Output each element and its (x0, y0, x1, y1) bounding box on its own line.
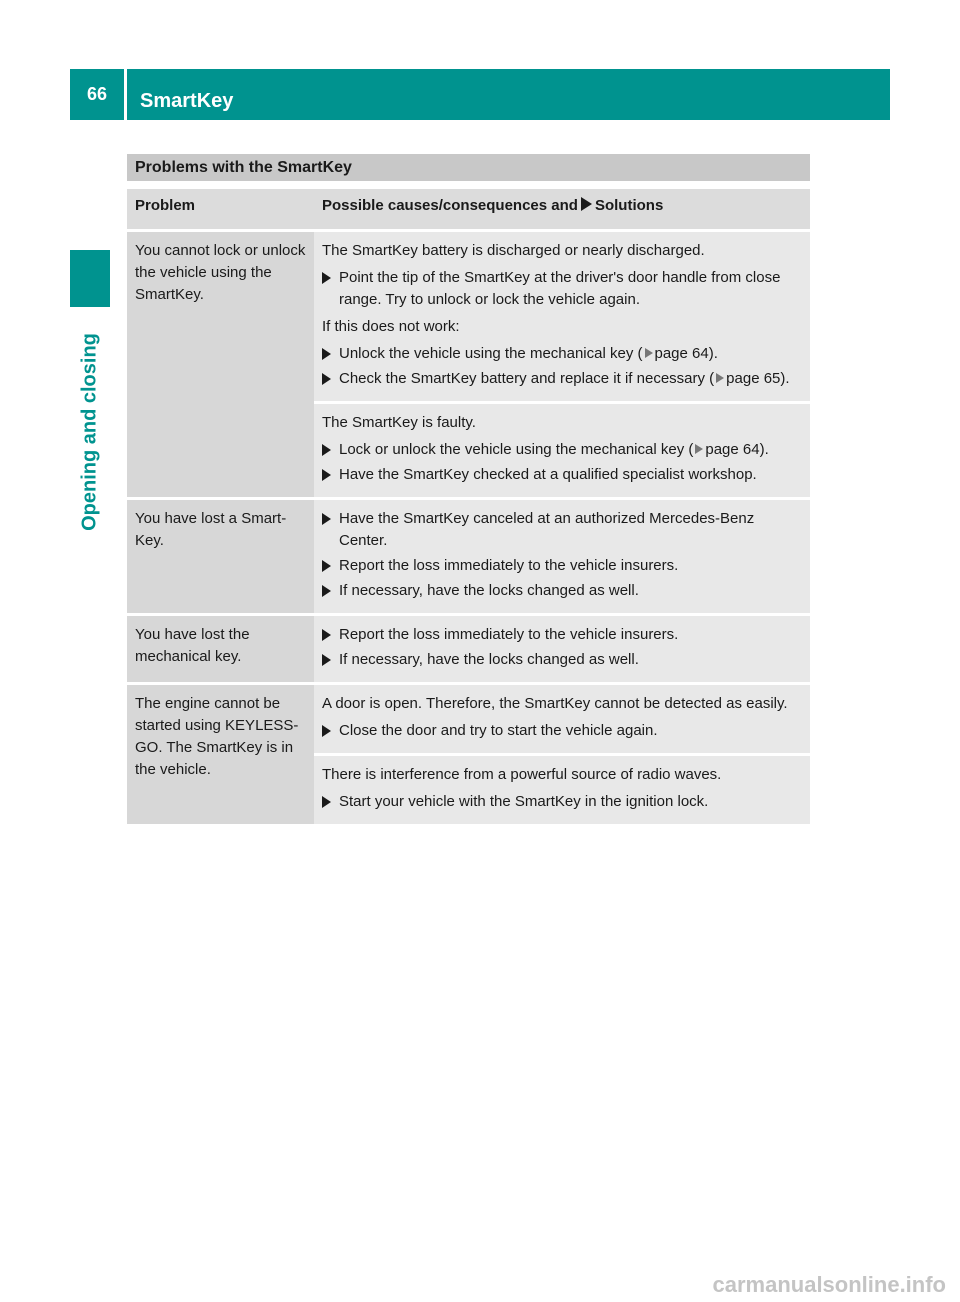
page-ref-icon (695, 444, 703, 454)
header-title: SmartKey (140, 90, 234, 112)
solution-cell (314, 616, 810, 682)
watermark: carmanualsonline.info (712, 1272, 946, 1297)
problem-cell: The engine cannot be started using KEYLESS-GO. The SmartKey is in the vehicle. (127, 685, 314, 824)
problem-cell: You cannot lock or unlock the vehicle using the SmartKey. (127, 232, 314, 497)
step-text: Close the door and try to start the vehicle again. (339, 722, 658, 739)
page-number: 66 (86, 84, 108, 104)
table-header-row (127, 189, 810, 229)
step-text: If necessary, have the locks changed as well. (339, 582, 639, 599)
side-tab (70, 312, 110, 552)
action-arrow-icon (322, 585, 331, 597)
side-tab-block (70, 250, 110, 307)
solution-step (322, 649, 802, 671)
solution-cell (314, 401, 810, 497)
cause-text: The SmartKey is faulty. (322, 414, 476, 431)
section-title: Problems with the SmartKey (127, 154, 810, 181)
action-arrow-icon (322, 513, 331, 525)
cause-text: The SmartKey battery is discharged or nearly discharged. (322, 242, 705, 259)
action-arrow-icon (581, 197, 592, 211)
table-row (127, 685, 810, 753)
solution-cell (314, 500, 810, 613)
solution-step (322, 555, 802, 577)
step-text: Unlock the vehicle using the mechanical key ( (339, 345, 643, 362)
step-text: Lock or unlock the vehicle using the mechanical key ( (339, 441, 694, 458)
step-text: Check the SmartKey battery and replace it if necessary ( (339, 370, 715, 387)
step-text: Report the loss immediately to the vehicle insurers. (339, 557, 679, 574)
action-arrow-icon (322, 796, 331, 808)
column-header-solutions (314, 189, 810, 229)
solution-step (322, 508, 802, 552)
table-row (127, 500, 810, 613)
action-arrow-icon (322, 444, 331, 456)
problem-cell: You have lost the mechanical key. (127, 616, 314, 682)
solution-step (322, 624, 802, 646)
page-ref-link[interactable]: page 64). (654, 345, 718, 362)
solution-step (322, 343, 802, 365)
page-ref-icon (716, 373, 724, 383)
action-arrow-icon (322, 725, 331, 737)
solution-step (322, 720, 802, 742)
troubleshooting-table (127, 189, 810, 824)
note-text: If this does not work: (322, 318, 460, 335)
solution-cell (314, 232, 810, 401)
table-row (127, 232, 810, 401)
header-divider (124, 69, 127, 120)
step-text: Start your vehicle with the SmartKey in the ignition lock. (339, 793, 709, 810)
action-arrow-icon (322, 469, 331, 481)
action-arrow-icon (322, 348, 331, 360)
action-arrow-icon (322, 373, 331, 385)
table-row (127, 616, 810, 682)
column-header-solutions-post: Solutions (594, 197, 664, 214)
solution-step (322, 464, 802, 486)
step-text: Report the loss immediately to the vehicle insurers. (339, 626, 679, 643)
action-arrow-icon (322, 560, 331, 572)
step-text: Have the SmartKey checked at a qualified specialist workshop. (339, 466, 757, 483)
solution-step (322, 439, 802, 461)
action-arrow-icon (322, 654, 331, 666)
step-text: If necessary, have the locks changed as well. (339, 651, 639, 668)
action-arrow-icon (322, 629, 331, 641)
column-header-solutions-pre: Possible causes/consequences and (322, 197, 578, 214)
solution-step (322, 267, 802, 311)
solution-step (322, 791, 802, 813)
step-text: Have the SmartKey canceled at an authorized Mercedes-Benz Center. (339, 510, 755, 549)
column-header-problem: Problem (127, 189, 314, 229)
solution-cell (314, 753, 810, 824)
step-text: Point the tip of the SmartKey at the driver's door handle from close range. Try to unlock or lock the vehicle again. (339, 269, 781, 308)
page-ref-link[interactable]: page 65). (726, 370, 790, 387)
side-tab-label: Opening and closing (78, 333, 101, 531)
solution-step (322, 368, 802, 390)
cause-text: A door is open. Therefore, the SmartKey cannot be detected as easily. (322, 695, 788, 712)
cause-text: There is interference from a powerful source of radio waves. (322, 766, 722, 783)
solution-cell (314, 685, 810, 753)
page-ref-icon (645, 348, 653, 358)
action-arrow-icon (322, 272, 331, 284)
page-ref-link[interactable]: page 64). (705, 441, 769, 458)
page-header (70, 69, 890, 120)
solution-step (322, 580, 802, 602)
problem-cell: You have lost a Smart-Key. (127, 500, 314, 613)
